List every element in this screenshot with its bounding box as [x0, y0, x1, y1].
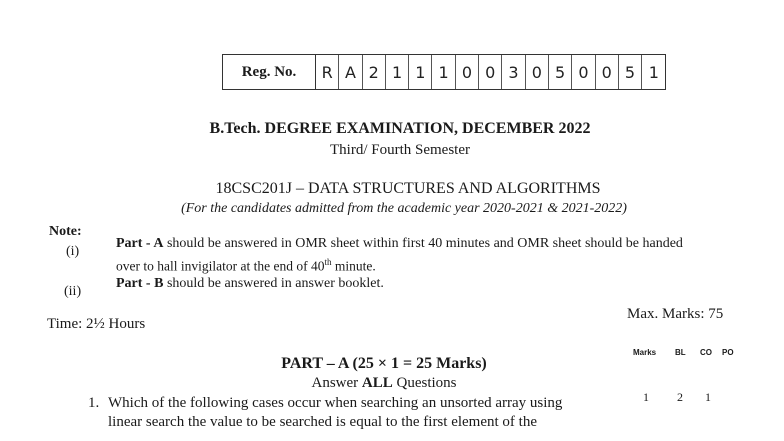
part-a-instruction: Answer ALL Questions	[311, 375, 457, 391]
question-marks-value: 1	[643, 390, 649, 404]
column-header-co: CO	[700, 348, 712, 357]
reg-digit: 1	[386, 55, 409, 89]
note-item-1-line-2: over to hall invigilator at the end of 40th minute.	[116, 257, 376, 274]
course-title: 18CSC201J – DATA STRUCTURES AND ALGORITHMS	[215, 180, 601, 197]
note-item-1-line-1: Part - A should be answered in OMR sheet within first 40 minutes and OMR sheet should be handed	[116, 236, 683, 251]
reg-digit: 1	[432, 55, 455, 89]
reg-digit: 0	[479, 55, 502, 89]
question-co-value: 1	[705, 390, 711, 404]
question-bl-value: 2	[677, 390, 683, 404]
reg-digit: 3	[502, 55, 525, 89]
question-number: 1.	[88, 395, 100, 411]
reg-digit: 5	[619, 55, 642, 89]
column-header-po: PO	[722, 348, 734, 357]
reg-digit: 0	[572, 55, 595, 89]
reg-no-label: Reg. No.	[223, 55, 316, 89]
reg-digit: 1	[648, 62, 659, 82]
reg-digit: A	[339, 55, 362, 89]
note-item-part-label: Part - B	[116, 276, 164, 291]
reg-digit: 1	[409, 55, 432, 89]
question-text-line-2: linear search the value to be searched is equal to the first element of the	[108, 414, 537, 430]
reg-digit: 0	[526, 55, 549, 89]
column-header-marks: Marks	[633, 348, 657, 357]
question-text-line-1: Which of the following cases occur when searching an unsorted array using	[108, 395, 563, 411]
note-item-part-label: Part - A	[116, 236, 164, 251]
part-a-heading: PART – A (25 × 1 = 25 Marks)	[281, 355, 487, 372]
exam-title: B.Tech. DEGREE EXAMINATION, DECEMBER 2022	[209, 120, 591, 137]
reg-digit: 2	[363, 55, 386, 89]
reg-digit: 0	[596, 55, 619, 89]
exam-duration: Time: 2½ Hours	[47, 316, 146, 332]
semester-line: Third/ Fourth Semester	[330, 142, 470, 158]
note-item-2-line-1: Part - B should be answered in answer booklet.	[116, 276, 384, 291]
note-item-number: (i)	[66, 244, 80, 259]
column-header-bl: BL	[675, 348, 686, 357]
note-heading: Note:	[49, 224, 82, 239]
max-marks: Max. Marks: 75	[627, 306, 724, 322]
reg-digit: R	[316, 55, 339, 89]
admission-years-note: (For the candidates admitted from the academic year 2020-2021 & 2021-2022)	[181, 201, 627, 216]
registration-number-box	[222, 54, 666, 90]
note-item-number: (ii)	[64, 284, 82, 299]
reg-digit: 5	[549, 55, 572, 89]
reg-digit: 0	[456, 55, 479, 89]
